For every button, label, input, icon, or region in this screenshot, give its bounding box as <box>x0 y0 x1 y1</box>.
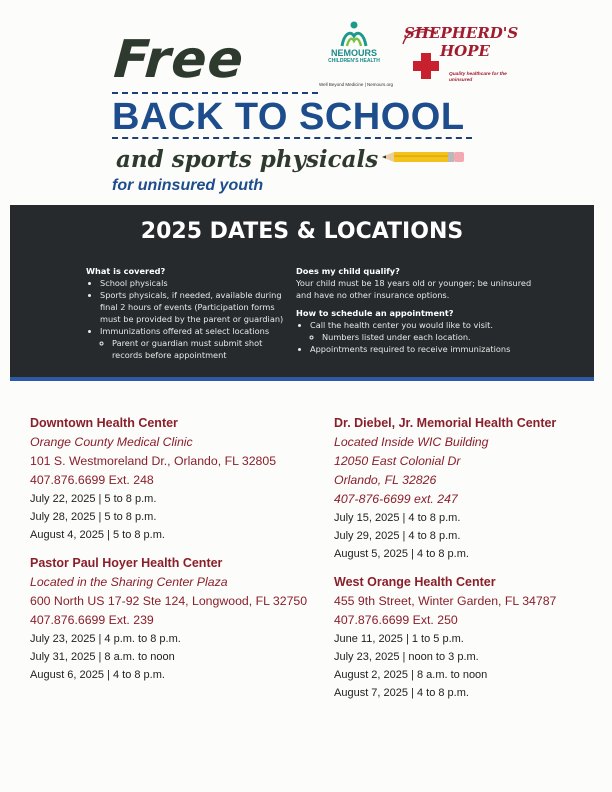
list-item: ◦ Parent or guardian must submit shot records before appointment <box>112 337 286 361</box>
nemours-tagline: Well Beyond Medicine | Nemours.org <box>318 82 394 87</box>
coverage-list <box>86 277 286 361</box>
date-item: July 28, 2025 | 5 to 8 p.m. <box>30 511 157 523</box>
location-line: Located Inside WIC Building <box>334 435 489 449</box>
west-orange-location <box>334 573 584 702</box>
location-name: Dr. Diebel, Jr. Memorial Health Center <box>334 416 557 430</box>
list-item-text: Call the health center you would like to visit. <box>310 320 493 330</box>
back-to-school-title: BACK TO SCHOOL <box>112 96 465 138</box>
red-cross-icon <box>412 52 440 80</box>
dates-locations-heading: 2025 DATES & LOCATIONS <box>140 219 464 244</box>
diebel-location <box>334 414 584 563</box>
pencil-icon <box>382 150 466 164</box>
hoyer-location <box>30 554 320 684</box>
list-item <box>100 325 286 361</box>
location-city: Orlando, FL 32826 <box>334 473 437 487</box>
audience-line: for uninsured youth <box>112 177 264 194</box>
shepherds-hope-name: SHEPHERD'S <box>404 24 519 42</box>
date-item: August 5, 2025 | 4 to 8 p.m. <box>334 548 469 560</box>
coverage-sublist <box>100 337 286 361</box>
date-item: July 31, 2025 | 8 a.m. to noon <box>30 651 175 663</box>
date-item: July 15, 2025 | 4 to 8 p.m. <box>334 512 461 524</box>
list-item: • School physicals <box>100 277 286 289</box>
location-address: 455 9th Street, Winter Garden, FL 34787 <box>334 594 557 608</box>
date-item: July 29, 2025 | 4 to 8 p.m. <box>334 530 461 542</box>
shepherds-hope-name-2: HOPE <box>440 42 490 60</box>
date-item: July 23, 2025 | noon to 3 p.m. <box>334 651 479 663</box>
shepherds-hope-tagline: Quality healthcare for the uninsured <box>449 72 507 83</box>
schedule-heading: How to schedule an appointment? <box>296 308 454 318</box>
date-item: August 6, 2025 | 4 to 8 p.m. <box>30 669 165 681</box>
location-address: 101 S. Westmoreland Dr., Orlando, FL 32805 <box>30 454 277 468</box>
location-address: 600 North US 17-92 Ste 124, Longwood, FL 32750 <box>30 594 308 608</box>
location-address: 12050 East Colonial Dr <box>334 454 461 468</box>
qualify-text: Your child must be 18 years old or younger; be uninsured and have no other insurance options. <box>296 278 532 300</box>
left-locations-column <box>30 414 320 694</box>
sports-physicals-subtitle: and sports physicals <box>116 146 379 173</box>
right-locations-column <box>334 414 584 712</box>
dashed-divider-bottom <box>112 137 472 139</box>
list-item <box>310 319 536 343</box>
location-phone: 407.876.6699 Ext. 250 <box>334 613 458 627</box>
location-name: Pastor Paul Hoyer Health Center <box>30 556 223 570</box>
downtown-location <box>30 414 320 544</box>
nemours-name: NEMOURS <box>330 48 377 58</box>
qualify-column <box>296 265 536 355</box>
location-name: West Orange Health Center <box>334 575 496 589</box>
date-item: August 2, 2025 | 8 a.m. to noon <box>334 669 488 681</box>
location-name: Downtown Health Center <box>30 416 178 430</box>
location-line: Located in the Sharing Center Plaza <box>30 575 228 589</box>
location-line: Orange County Medical Clinic <box>30 435 193 449</box>
list-item: ◦ Numbers listed under each location. <box>322 331 536 343</box>
list-item: • Sports physicals, if needed, available during final 2 hours of events (Participation forms must be provided by the parent or guardian) <box>100 289 286 325</box>
date-item: July 23, 2025 | 4 p.m. to 8 p.m. <box>30 633 181 645</box>
list-item-text: Immunizations offered at select locations <box>100 326 270 336</box>
date-item: July 22, 2025 | 5 to 8 p.m. <box>30 493 157 505</box>
dates-locations-banner <box>10 205 594 381</box>
nemours-subtitle: CHILDREN'S HEALTH <box>328 58 380 64</box>
location-phone: 407-876-6699 ext. 247 <box>334 492 458 506</box>
qualify-heading: Does my child qualify? <box>296 266 400 276</box>
coverage-column <box>86 265 286 361</box>
schedule-sublist <box>310 331 536 343</box>
coverage-heading: What is covered? <box>86 266 166 276</box>
date-item: June 11, 2025 | 1 to 5 p.m. <box>334 633 464 645</box>
list-item: • Appointments required to receive immunizations <box>310 343 536 355</box>
free-heading: Free <box>111 30 247 90</box>
location-phone: 407.876.6699 Ext. 248 <box>30 473 154 487</box>
location-phone: 407.876.6699 Ext. 239 <box>30 613 154 627</box>
nemours-logo-icon <box>338 20 370 48</box>
date-item: August 7, 2025 | 4 to 8 p.m. <box>334 687 469 699</box>
dashed-divider-top <box>112 92 318 94</box>
schedule-list <box>296 319 536 355</box>
date-item: August 4, 2025 | 5 to 8 p.m. <box>30 529 165 541</box>
